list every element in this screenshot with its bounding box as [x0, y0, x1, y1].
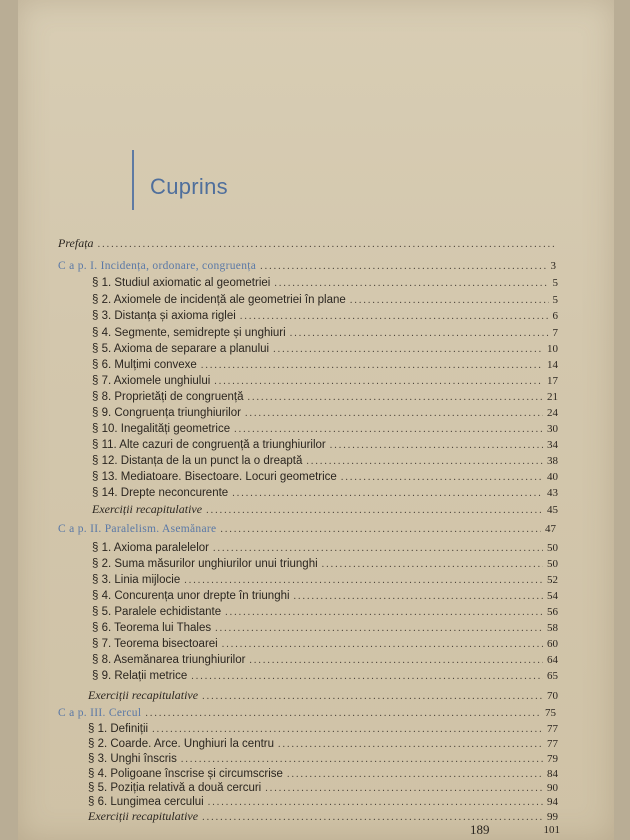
toc-entry: § 4. Segmente, semidrepte și unghiuri ..... 7: [92, 326, 558, 341]
toc-entry: § 3. Unghi înscris ..... 79: [88, 752, 558, 767]
toc-entry: § 9. Congruența triunghiurilor ..... 24: [92, 406, 558, 421]
toc-chapter-3: C a p. III. Cercul ..... 75: [58, 706, 556, 721]
toc-entry: § 11. Alte cazuri de congruență a triunghiurilor ..... 34: [92, 438, 558, 453]
toc-entry: § 7. Teorema bisectoarei ..... 60: [92, 637, 558, 652]
toc-entry: § 1. Definiții ..... 77: [88, 722, 558, 737]
toc-entry: § 5. Paralele echidistante ..... 56: [92, 605, 558, 620]
toc-entry: § 12. Distanța de la un punct la o dreaptă ..... 38: [92, 454, 558, 469]
toc-exercises-1: Exerciții recapitulative ..... 45: [92, 502, 558, 518]
toc-entry: § 6. Mulțimi convexe ..... 14: [92, 358, 558, 373]
toc-entry: § 3. Distanța și axioma riglei ..... 6: [92, 309, 558, 324]
toc-exercises-3: Exerciții recapitulative ..... 99: [88, 809, 558, 825]
toc-entry: § 9. Relații metrice ..... 65: [92, 669, 558, 684]
toc-entry: § 3. Linia mijlocie ..... 52: [92, 573, 558, 588]
toc-entry: § 8. Proprietăți de congruență ..... 21: [92, 390, 558, 405]
toc-chapter-2: C a p. II. Paralelism. Asemănare ..... 47: [58, 522, 556, 537]
toc-entry: § 14. Drepte neconcurente ..... 43: [92, 486, 558, 501]
toc-entry: § 2. Suma măsurilor unghiurilor unui triunghi ..... 50: [92, 557, 558, 572]
toc-entry: § 5. Poziția relativă a două cercuri ..... 90: [88, 781, 558, 796]
toc-entry: § 2. Axiomele de incidență ale geometriei în plane ..... 5: [92, 293, 558, 308]
toc-entry: § 5. Axioma de separare a planului ..... 10: [92, 342, 558, 357]
toc-entry: § 2. Coarde. Arce. Unghiuri la centru ..... 77: [88, 737, 558, 752]
toc-entry: § 1. Studiul axiomatic al geometriei ..... 5: [92, 276, 558, 291]
toc-entry: § 4. Poligoane înscrise și circumscrise ..... 84: [88, 767, 558, 782]
toc-entry: § 4. Concurența unor drepte în triunghi ..... 54: [92, 589, 558, 604]
toc-entry: § 10. Inegalități geometrice ..... 30: [92, 422, 558, 437]
page-title: Cuprins: [150, 174, 228, 199]
page-number: 189: [470, 822, 490, 837]
toc-chapter-1: C a p. I. Incidența, ordonare, congruența ..... 3: [58, 259, 556, 274]
toc-exercises-2: Exerciții recapitulative ..... 70: [88, 688, 558, 704]
toc-entry: § 6. Teorema lui Thales ..... 58: [92, 621, 558, 636]
toc-entry: § 7. Axiomele unghiului ..... 17: [92, 374, 558, 389]
toc-final-page: 101: [543, 824, 560, 836]
toc-entry: § 6. Lungimea cercului ..... 94: [88, 795, 558, 810]
toc-entry: § 13. Mediatoare. Bisectoare. Locuri geometrice ..... 40: [92, 470, 558, 485]
toc-entry: § 8. Asemănarea triunghiurilor ..... 64: [92, 653, 558, 668]
toc-entry: § 1. Axioma paralelelor ..... 50: [92, 541, 558, 556]
toc-preface: Prefața .....: [58, 236, 558, 252]
